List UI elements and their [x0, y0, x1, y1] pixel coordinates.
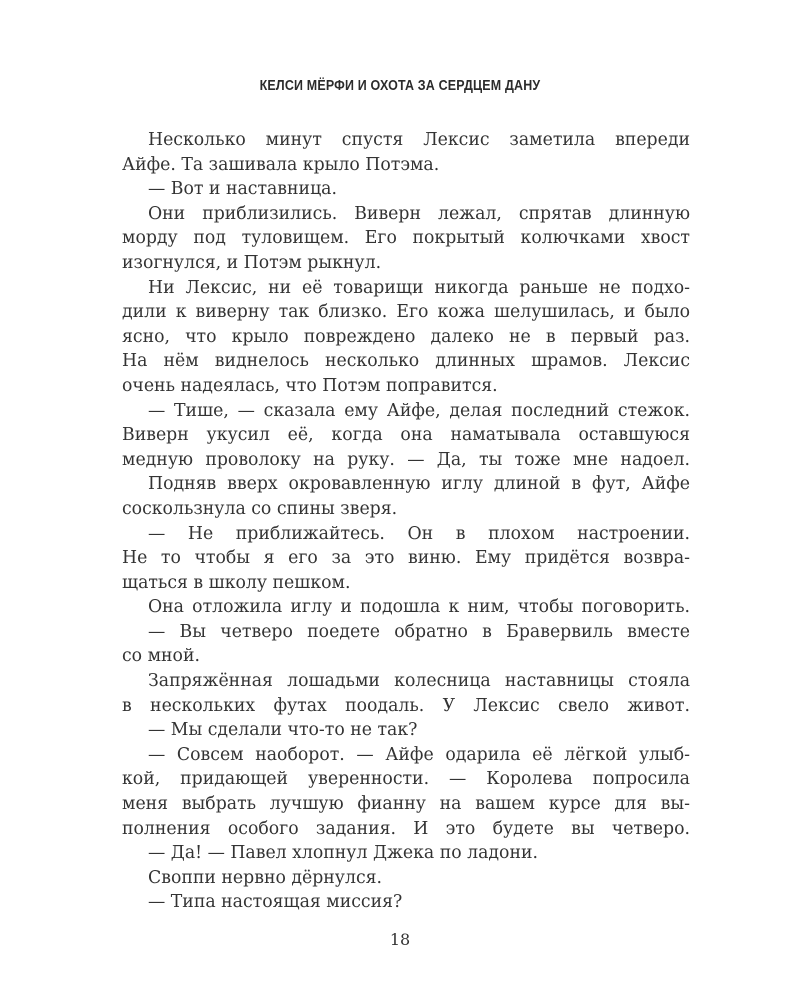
text-line: На нём виднелось несколько длинных шрамов. Лексис — [122, 351, 690, 372]
text-line: морду под туловищем. Его покрытый колючками хвост — [122, 228, 690, 249]
text-line: — Мы сделали что-то не так? — [148, 720, 418, 741]
text-line: — Да! — Павел хлопнул Джека по ладони. — [148, 843, 538, 864]
text-line: Айфе. Та зашивала крыло Потэма. — [122, 154, 440, 175]
body-text — [122, 128, 690, 915]
text-line: Она отложила иглу и подошла к ним, чтобы поговорить. — [148, 597, 690, 618]
text-line: медную проволоку на руку. — Да, ты тоже мне надоел. — [122, 449, 690, 470]
text-line: Запряжённая лошадьми колесница наставницы стояла — [148, 671, 690, 692]
text-line: Виверн укусил её, когда она наматывала оставшуюся — [122, 425, 690, 446]
page-number: 18 — [389, 930, 411, 949]
text-line: Ни Лексис, ни её товарищи никогда раньше не подхо- — [148, 277, 690, 298]
text-line: со мной. — [122, 646, 200, 667]
text-line: меня выбрать лучшую фианну на вашем курсе для вы- — [122, 794, 690, 815]
text-line: Не то чтобы я его за это виню. Ему придётся возвра- — [122, 548, 690, 569]
text-line: изогнулся, и Потэм рыкнул. — [122, 252, 382, 273]
text-line: соскользнула со спины зверя. — [122, 498, 398, 519]
text-line: полнения особого задания. И это будете вы четверо. — [122, 818, 690, 839]
text-line: — Вот и наставница. — [148, 179, 337, 200]
text-line: щаться в школу пешком. — [122, 572, 351, 593]
text-line: — Типа настоящая миссия? — [148, 892, 403, 913]
text-line: — Не приближайтесь. Он в плохом настроении. — [148, 523, 690, 544]
running-head: КЕЛСИ МЁРФИ И ОХОТА ЗА СЕРДЦЕМ ДАНУ — [259, 78, 541, 94]
text-line: в нескольких футах поодаль. У Лексис свело живот. — [122, 695, 690, 716]
text-line: очень надеялась, что Потэм поправится. — [122, 375, 498, 396]
text-line: Несколько минут спустя Лексис заметила впереди — [148, 130, 690, 150]
text-line: ясно, что крыло повреждено далеко не в первый раз. — [122, 326, 690, 347]
text-line: — Вы четверо поедете обратно в Бравервиль вместе — [148, 621, 690, 642]
text-line: Они приблизились. Виверн лежал, спрятав длинную — [148, 203, 690, 224]
text-line: дили к виверну так близко. Его кожа шелушилась, и было — [122, 302, 690, 323]
text-line: Подняв вверх окровавленную иглу длиной в фут, Айфе — [148, 474, 690, 495]
text-line: — Тише, — сказала ему Айфе, делая последний стежок. — [148, 400, 690, 421]
text-line: кой, придающей уверенности. — Королева попросила — [122, 769, 690, 790]
text-line: — Совсем наоборот. — Айфе одарила её лёгкой улыб- — [148, 744, 690, 765]
text-line: Своппи нервно дёрнулся. — [148, 867, 383, 888]
